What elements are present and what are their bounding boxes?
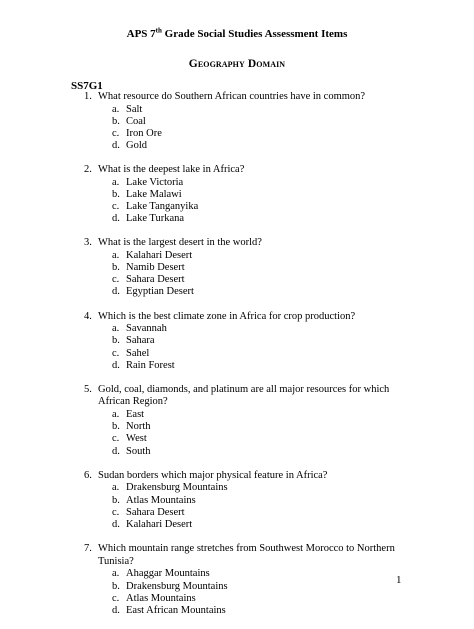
- question-item: [0, 543, 474, 617]
- question-item: [0, 384, 474, 458]
- choice-text: Kalahari Desert: [126, 250, 193, 262]
- choice-text: Kalahari Desert: [126, 518, 193, 530]
- choice-text: Sahara Desert: [126, 274, 185, 286]
- choice-text: Savannah: [126, 323, 167, 335]
- choice-text: Drakensburg Mountains: [126, 482, 228, 494]
- question-number: 6.: [84, 469, 92, 481]
- question-stem: [0, 384, 474, 410]
- question-text: Gold, coal, diamonds, and platinum are all major resources for which African Region?: [98, 383, 390, 408]
- answer-choice: [0, 177, 474, 189]
- question-number: 5.: [84, 383, 92, 395]
- question-text: Which is the best climate zone in Africa for crop production?: [98, 310, 356, 322]
- question-list: [0, 91, 474, 629]
- choice-letter: d.: [112, 445, 120, 457]
- choice-text: Namib Desert: [126, 262, 185, 274]
- answer-choice: [0, 482, 474, 494]
- choice-letter: c.: [112, 592, 120, 604]
- standard-code: SS7G1: [71, 80, 103, 92]
- answer-choice: [0, 335, 474, 347]
- question-text: What is the deepest lake in Africa?: [98, 164, 245, 176]
- choice-letter: c.: [112, 433, 120, 445]
- choice-text: Drakensburg Mountains: [126, 580, 228, 592]
- answer-choice: [0, 104, 474, 116]
- header-title-suffix: Grade Social Studies Assessment Items: [161, 28, 348, 40]
- choice-text: Lake Turkana: [126, 213, 185, 225]
- domain-title: Geography Domain: [188, 58, 286, 70]
- header-title-superscript: th: [155, 26, 162, 35]
- choice-letter: d.: [112, 359, 120, 371]
- choice-letter: c.: [112, 274, 120, 286]
- question-number: 4.: [84, 310, 92, 322]
- answer-choice: [0, 128, 474, 140]
- answer-choice: [0, 348, 474, 360]
- choice-letter: d.: [112, 286, 120, 298]
- choice-letter: a.: [112, 323, 120, 335]
- choice-text: Sahel: [126, 347, 150, 359]
- answer-choice: [0, 495, 474, 507]
- answer-choice: [0, 323, 474, 335]
- answer-choice: [0, 116, 474, 128]
- question-stem: [0, 164, 474, 177]
- choice-text: Sahara: [126, 335, 155, 347]
- answer-choice: [0, 581, 474, 593]
- choice-letter: d.: [112, 140, 120, 152]
- choice-letter: b.: [112, 262, 120, 274]
- choice-text: Egyptian Desert: [126, 286, 194, 298]
- question-text: What is the largest desert in the world?: [98, 237, 262, 249]
- question-item: [0, 470, 474, 531]
- answer-choice: [0, 286, 474, 298]
- page-number: 1: [396, 574, 402, 586]
- choice-letter: b.: [112, 580, 120, 592]
- choice-text: South: [126, 445, 151, 457]
- choice-letter: b.: [112, 421, 120, 433]
- question-number: 1.: [84, 91, 92, 102]
- question-stem: [0, 91, 474, 104]
- question-item: [0, 91, 474, 152]
- answer-choice: [0, 605, 474, 617]
- answer-choice: [0, 507, 474, 519]
- choice-text: East: [126, 409, 145, 421]
- choice-letter: b.: [112, 335, 120, 347]
- answer-choice: [0, 568, 474, 580]
- choice-letter: a.: [112, 409, 120, 421]
- choice-text: Sahara Desert: [126, 506, 185, 518]
- question-text: What resource do Southern African countries have in common?: [98, 91, 366, 102]
- question-stem: [0, 470, 474, 483]
- choice-letter: d.: [112, 518, 120, 530]
- answer-choice: [0, 446, 474, 458]
- answer-choice: [0, 250, 474, 262]
- choice-text: Ahaggar Mountains: [126, 568, 210, 580]
- choice-letter: d.: [112, 604, 120, 616]
- question-text: Which mountain range stretches from Southwest Morocco to Northern Tunisia?: [98, 542, 395, 567]
- question-stem: [0, 237, 474, 250]
- choice-letter: c.: [112, 347, 120, 359]
- question-number: 7.: [84, 542, 92, 554]
- answer-choice: [0, 433, 474, 445]
- choice-text: North: [126, 421, 151, 433]
- choice-letter: a.: [112, 103, 120, 115]
- header-title-prefix: APS 7: [126, 28, 156, 40]
- choice-text: Lake Victoria: [126, 176, 184, 188]
- question-text: Sudan borders which major physical feature in Africa?: [98, 469, 328, 481]
- question-item: [0, 311, 474, 372]
- choice-letter: c.: [112, 506, 120, 518]
- question-number: 3.: [84, 237, 92, 249]
- answer-choice: [0, 360, 474, 372]
- choice-letter: a.: [112, 250, 120, 262]
- question-item: [0, 164, 474, 225]
- question-item: [0, 237, 474, 298]
- answer-choice: [0, 201, 474, 213]
- choice-text: Coal: [126, 115, 146, 127]
- answer-choice: [0, 262, 474, 274]
- choice-text: Lake Malawi: [126, 189, 182, 201]
- choice-letter: b.: [112, 494, 120, 506]
- choice-letter: c.: [112, 201, 120, 213]
- choice-text: East African Mountains: [126, 604, 226, 616]
- answer-choice: [0, 519, 474, 531]
- choice-text: West: [126, 433, 147, 445]
- choice-letter: c.: [112, 127, 120, 139]
- answer-choice: [0, 409, 474, 421]
- choice-letter: b.: [112, 115, 120, 127]
- question-stem: [0, 311, 474, 324]
- choice-letter: b.: [112, 189, 120, 201]
- choice-text: Rain Forest: [126, 359, 175, 371]
- answer-choice: [0, 593, 474, 605]
- question-stem: [0, 543, 474, 569]
- choice-text: Salt: [126, 103, 143, 115]
- choice-text: Atlas Mountains: [126, 592, 196, 604]
- document-header: [0, 27, 474, 41]
- answer-choice: [0, 189, 474, 201]
- choice-letter: d.: [112, 213, 120, 225]
- answer-choice: [0, 213, 474, 225]
- choice-text: Atlas Mountains: [126, 494, 196, 506]
- choice-text: Gold: [126, 140, 147, 152]
- choice-letter: a.: [112, 176, 120, 188]
- choice-letter: a.: [112, 482, 120, 494]
- answer-choice: [0, 274, 474, 286]
- question-number: 2.: [84, 164, 92, 176]
- choice-letter: a.: [112, 568, 120, 580]
- choice-text: Lake Tanganyika: [126, 201, 199, 213]
- choice-text: Iron Ore: [126, 127, 162, 139]
- answer-choice: [0, 140, 474, 152]
- answer-choice: [0, 421, 474, 433]
